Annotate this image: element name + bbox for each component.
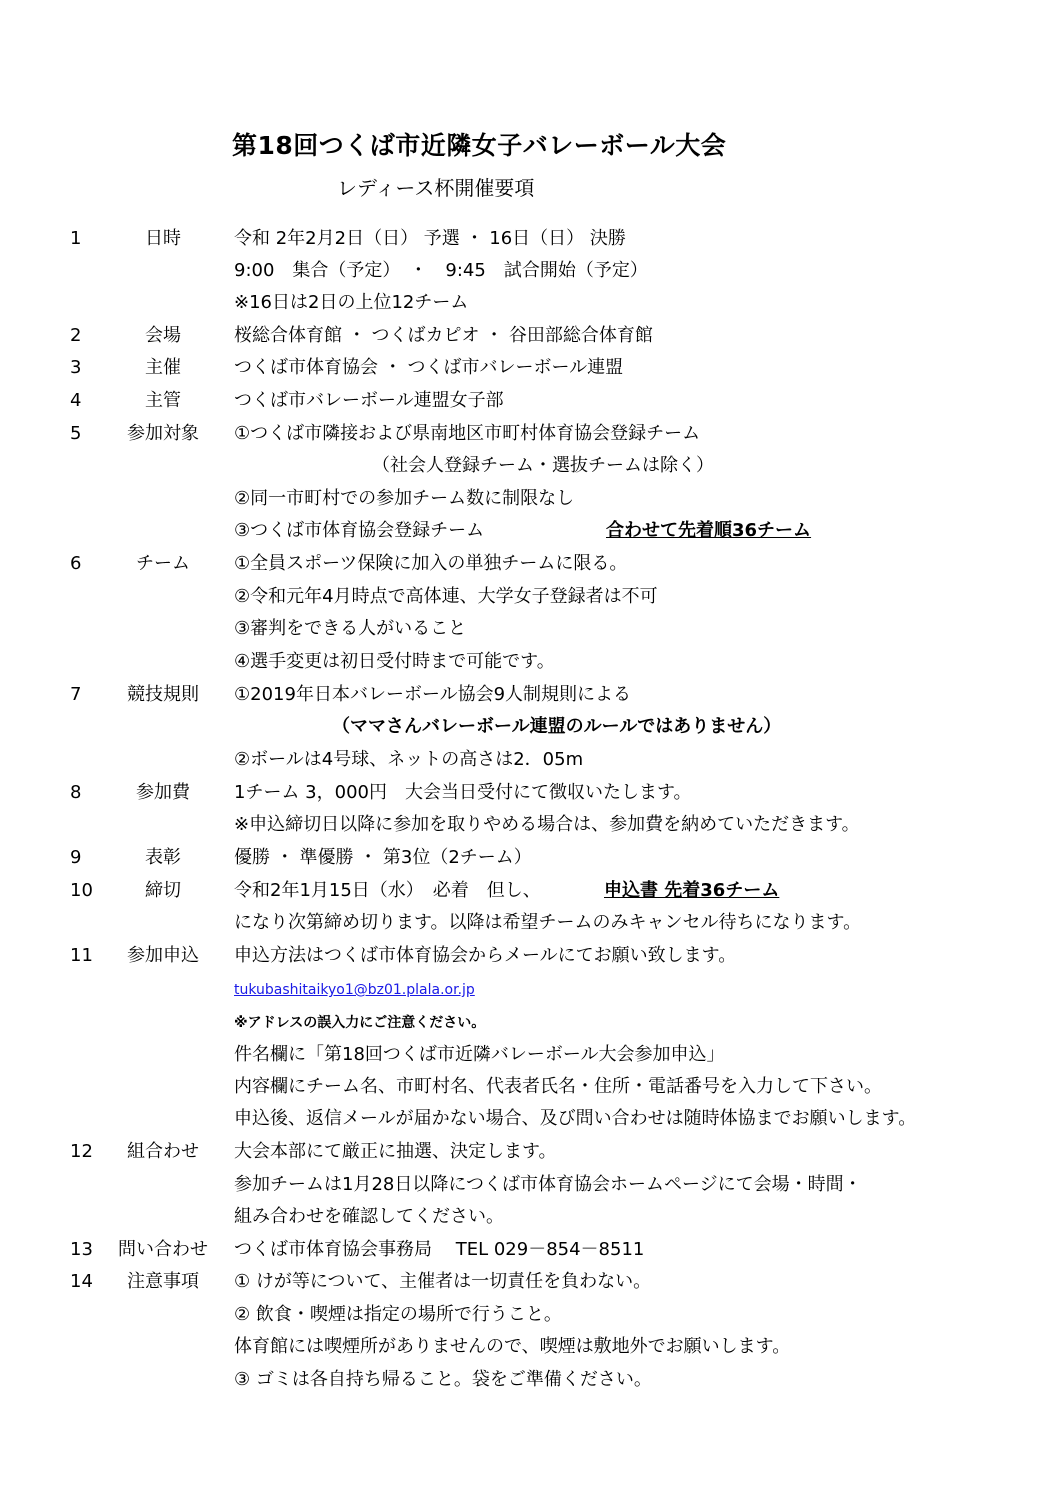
item-label: 表彰 xyxy=(145,847,181,868)
item-number: 11 xyxy=(70,945,93,966)
item-5-line-2 xyxy=(0,451,1058,481)
item-text: つくば市体育協会事務局 TEL 029－854－8511 xyxy=(234,1239,645,1260)
item-text: 大会本部にて厳正に抽選、決定します。 xyxy=(234,1141,557,1162)
item-text: 桜総合体育館 ・ つくばカピオ ・ 谷田部総合体育館 xyxy=(234,325,653,346)
item-12-line-2 xyxy=(0,1170,1058,1200)
item-2-row xyxy=(0,321,1058,351)
item-text: ※16日は2日の上位12チーム xyxy=(234,292,469,313)
address-caution: ※アドレスの誤入力にご注意ください。 xyxy=(234,1015,486,1031)
item-6-line-2 xyxy=(0,582,1058,612)
rules-note: （ママさんバレーボール連盟のルールではありません） xyxy=(332,716,782,737)
item-4-row xyxy=(0,386,1058,416)
item-text: つくば市バレーボール連盟女子部 xyxy=(234,390,504,411)
item-14-line-2 xyxy=(0,1300,1058,1330)
item-7-line-3 xyxy=(0,745,1058,775)
item-10-row xyxy=(0,876,1058,906)
item-text: ④選手変更は初日受付時まで可能です。 xyxy=(234,651,555,672)
item-label: 組合わせ xyxy=(127,1141,199,1162)
email-link[interactable]: tukubashitaikyo1@bz01.plala.or.jp xyxy=(234,982,475,998)
item-number: 10 xyxy=(70,880,93,901)
item-text: ②令和元年4月時点で高体連、大学女子登録者は不可 xyxy=(234,586,658,607)
deadline-note: 申込書 先着36チーム xyxy=(604,880,780,901)
item-14-line-4 xyxy=(0,1365,1058,1395)
item-11-line-6 xyxy=(0,1104,1058,1134)
item-label: 主管 xyxy=(145,390,181,411)
item-label: 日時 xyxy=(145,228,181,249)
item-number: 9 xyxy=(70,847,82,868)
item-number: 2 xyxy=(70,325,82,346)
item-12-row xyxy=(0,1137,1058,1167)
item-12-line-3 xyxy=(0,1202,1058,1232)
item-7-row xyxy=(0,680,1058,710)
item-14-row xyxy=(0,1267,1058,1297)
item-text: ※申込締切日以降に参加を取りやめる場合は、参加費を納めていただきます。 xyxy=(234,814,860,835)
item-5-line-3 xyxy=(0,484,1058,514)
item-text: 参加チームは1月28日以降につくば市体育協会ホームページにて会場・時間・ xyxy=(234,1174,862,1195)
item-text: 体育館には喫煙所がありませんので、喫煙は敷地外でお願いします。 xyxy=(234,1336,791,1357)
item-text: つくば市体育協会 ・ つくば市バレーボール連盟 xyxy=(234,357,624,378)
team-limit-note: 合わせて先着順36チーム xyxy=(606,520,812,541)
item-text: ③ ゴミは各自持ち帰ること。袋をご準備ください。 xyxy=(234,1369,652,1390)
item-11-row xyxy=(0,941,1058,971)
item-10-line-2 xyxy=(0,908,1058,938)
item-5-row xyxy=(0,419,1058,449)
item-8-line-2 xyxy=(0,810,1058,840)
item-label: 問い合わせ xyxy=(118,1239,208,1260)
item-text: ②同一市町村での参加チーム数に制限なし xyxy=(234,488,575,509)
item-text: 内容欄にチーム名、市町村名、代表者氏名・住所・電話番号を入力して下さい。 xyxy=(234,1076,882,1097)
item-number: 14 xyxy=(70,1271,93,1292)
item-number: 1 xyxy=(70,228,82,249)
item-text: ①全員スポーツ保険に加入の単独チームに限る。 xyxy=(234,553,628,574)
item-number: 4 xyxy=(70,390,82,411)
item-text: 申込後、返信メールが届かない場合、及び問い合わせは随時体協までお願いします。 xyxy=(234,1108,917,1129)
item-1-line-2 xyxy=(0,256,1058,286)
item-number: 6 xyxy=(70,553,82,574)
item-number: 8 xyxy=(70,782,82,803)
item-number: 12 xyxy=(70,1141,93,1162)
item-6-row xyxy=(0,549,1058,579)
item-text: 1チーム 3，000円 大会当日受付にて徴収いたします。 xyxy=(234,782,692,803)
item-text: 組み合わせを確認してください。 xyxy=(234,1206,504,1227)
item-text: ① けが等について、主催者は一切責任を負わない。 xyxy=(234,1271,652,1292)
item-1-row xyxy=(0,224,1058,254)
item-text: 令和 2年2月2日（日） 予選 ・ 16日（日） 決勝 xyxy=(234,228,626,249)
item-text: 9:00 集合（予定） ・ 9:45 試合開始（予定） xyxy=(234,260,648,281)
item-6-line-4 xyxy=(0,647,1058,677)
item-5-line-4 xyxy=(0,516,1058,546)
item-3-row xyxy=(0,353,1058,383)
item-text: 優勝 ・ 準優勝 ・ 第3位（2チーム） xyxy=(234,847,532,868)
item-14-line-3 xyxy=(0,1332,1058,1362)
item-text: （社会人登録チーム・選抜チームは除く） xyxy=(372,455,714,476)
item-text: ② 飲食・喫煙は指定の場所で行うこと。 xyxy=(234,1304,562,1325)
item-text: ①2019年日本バレーボール協会9人制規則による xyxy=(234,684,632,705)
item-9-row xyxy=(0,843,1058,873)
item-11-line-5 xyxy=(0,1072,1058,1102)
item-label: 主催 xyxy=(145,357,181,378)
item-6-line-3 xyxy=(0,614,1058,644)
item-number: 13 xyxy=(70,1239,93,1260)
item-7-line-2 xyxy=(0,712,1058,742)
item-13-row xyxy=(0,1235,1058,1265)
item-label: 競技規則 xyxy=(127,684,199,705)
item-label: 参加申込 xyxy=(127,945,199,966)
item-label: 会場 xyxy=(145,325,181,346)
item-label: 注意事項 xyxy=(127,1271,199,1292)
item-text: になり次第締め切ります。以降は希望チームのみキャンセル待ちになります。 xyxy=(234,912,862,933)
item-text: 申込方法はつくば市体育協会からメールにてお願い致します。 xyxy=(234,945,737,966)
document-title: 第18回つくば市近隣女子バレーボール大会 xyxy=(232,131,727,160)
item-text: ③つくば市体育協会登録チーム xyxy=(234,520,485,541)
document-subtitle: レディース杯開催要項 xyxy=(337,176,535,200)
item-text: 令和2年1月15日（水） 必着 但し、 xyxy=(234,880,541,901)
item-text: ②ボールは4号球、ネットの高さは2．05m xyxy=(234,749,584,770)
item-8-row xyxy=(0,778,1058,808)
item-11-line-4 xyxy=(0,1040,1058,1070)
item-label: 参加費 xyxy=(136,782,190,803)
item-number: 7 xyxy=(70,684,82,705)
item-label: チーム xyxy=(136,553,190,574)
item-label: 参加対象 xyxy=(127,423,199,444)
item-text: ①つくば市隣接および県南地区市町村体育協会登録チーム xyxy=(234,423,701,444)
item-11-line-2 xyxy=(0,975,1058,1005)
item-label: 締切 xyxy=(145,880,181,901)
item-11-line-3 xyxy=(0,1008,1058,1038)
item-number: 5 xyxy=(70,423,82,444)
item-text: ③審判をできる人がいること xyxy=(234,618,467,639)
item-1-line-3 xyxy=(0,288,1058,318)
item-text: 件名欄に「第18回つくば市近隣バレーボール大会参加申込」 xyxy=(234,1044,725,1065)
item-number: 3 xyxy=(70,357,82,378)
